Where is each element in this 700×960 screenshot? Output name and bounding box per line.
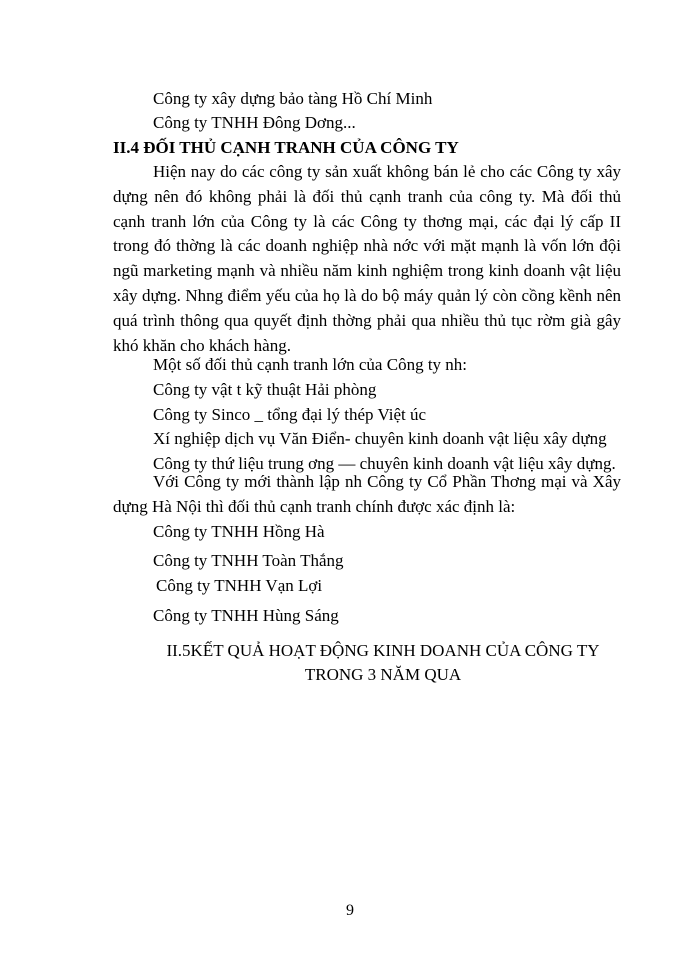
section-heading-line1: II.5KẾT QUẢ HOẠT ĐỘNG KINH DOANH CỦA CÔNG TY xyxy=(166,641,600,660)
list-item: Công ty vật t kỹ thuật Hải phòng xyxy=(153,380,377,399)
list-item: Xí nghiệp dịch vụ Văn Điển- chuyên kinh doanh vật liệu xây dựng xyxy=(153,429,607,448)
body-paragraph: Với Công ty mới thành lập nh Công ty Cổ Phần Thơng mại và Xây dựng Hà Nội thì đối thủ cạnh tranh chính được xác định là: xyxy=(113,472,621,516)
text-line: Một số đối thủ cạnh tranh lớn của Công ty nh: xyxy=(153,355,468,374)
section-heading-line2: TRONG 3 NĂM QUA xyxy=(304,665,462,684)
section-heading: II.4 ĐỐI THỦ CẠNH TRANH CỦA CÔNG TY xyxy=(113,138,459,157)
list-item: Công ty TNHH Hùng Sáng xyxy=(153,606,339,625)
list-item: Công ty thứ liệu trung ơng — chuyên kinh doanh vật liệu xây dựng. xyxy=(153,454,616,473)
list-item: Công ty TNHH Vạn Lợi xyxy=(156,576,323,595)
text-line: Công ty TNHH Đông Dơng... xyxy=(153,113,356,132)
list-item: Công ty TNHH Toàn Thắng xyxy=(153,551,344,570)
list-item: Công ty Sinco _ tổng đại lý thép Việt úc xyxy=(153,405,427,424)
body-paragraph: Hiện nay do các công ty sản xuất không bán lẻ cho các Công ty xây dựng nên đó không phải là đối thủ cạnh tranh của công ty. Mà đối thủ cạnh tranh lớn của Công ty là các Công ty thơng mại, các đại lý cấp II trong đó thờng là các doanh nghiệp nhà nớc với mặt mạnh là vốn lớn đội ngũ marketing mạnh và nhiều năm kinh nghiệm trong kinh doanh vật liệu xây dựng. Nhng điểm yếu của họ là do bộ máy quản lý còn cồng kềnh nên quá trình thông qua quyết định thờng phải qua nhiều thủ tục rờm già gây khó khăn cho khách hàng. xyxy=(113,162,621,355)
text-line: Công ty xây dựng bảo tàng Hồ Chí Minh xyxy=(153,89,433,108)
list-item: Công ty TNHH Hồng Hà xyxy=(153,522,325,541)
page-number: 9 xyxy=(346,902,354,919)
